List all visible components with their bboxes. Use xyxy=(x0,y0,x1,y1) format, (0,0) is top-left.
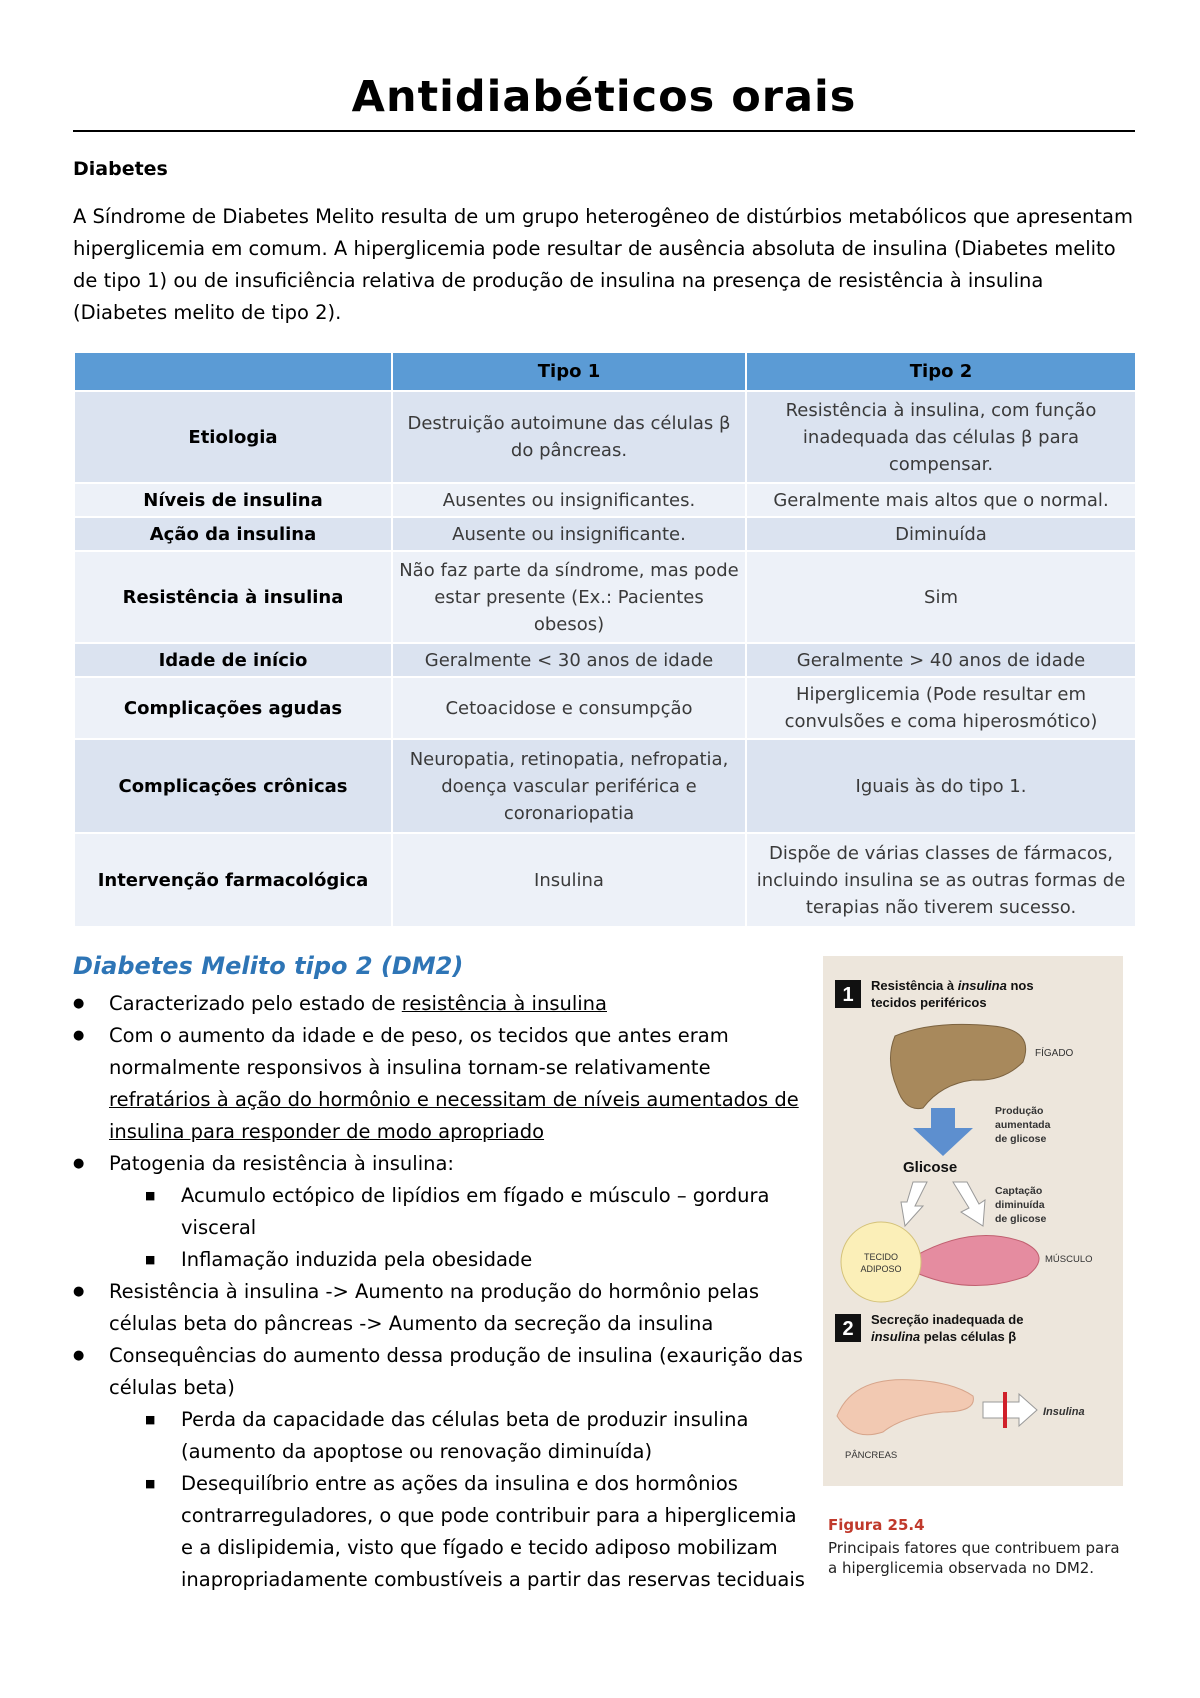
sub-list-item: ■ Perda da capacidade das células beta de produzir insulina (aumento da apoptose ou renovação diminuída) xyxy=(145,1404,813,1468)
list-item xyxy=(73,1276,813,1340)
comparison-table xyxy=(73,351,1137,928)
row-label: Níveis de insulina xyxy=(74,483,392,517)
pancreas-label: PÂNCREAS xyxy=(845,1450,898,1461)
document-title: Antidiabéticos orais xyxy=(351,72,857,122)
captacao-label-2: diminuída xyxy=(995,1199,1045,1211)
figure-25-4 xyxy=(823,956,1135,1586)
producao-label-1: Produção xyxy=(995,1105,1044,1117)
cell-tipo2: Geralmente > 40 anos de idade xyxy=(746,643,1136,677)
producao-label-3: de glicose xyxy=(995,1133,1047,1145)
step-1-title-line-2: tecidos periféricos xyxy=(871,995,987,1010)
cell-tipo1: Destruição autoimune das células β do pâncreas. xyxy=(392,391,746,483)
table-row xyxy=(74,677,1136,739)
table-header-empty xyxy=(74,352,392,391)
figure-caption-title: Figura 25.4 xyxy=(828,1516,925,1534)
table-row xyxy=(74,833,1136,927)
list-item xyxy=(73,1340,813,1596)
cell-tipo2: Iguais às do tipo 1. xyxy=(746,739,1136,833)
row-label: Intervenção farmacológica xyxy=(74,833,392,927)
sub-list-item: ■ Inflamação induzida pela obesidade xyxy=(145,1244,813,1276)
sub-list xyxy=(109,1404,813,1596)
cell-tipo2: Geralmente mais altos que o normal. xyxy=(746,483,1136,517)
cell-tipo1: Cetoacidose e consumpção xyxy=(392,677,746,739)
tecido-label-1: TECIDO xyxy=(863,1252,899,1262)
figure-caption-text: Principais fatores que contribuem para a hiperglicemia observada no DM2. xyxy=(828,1539,1120,1577)
row-label: Ação da insulina xyxy=(74,517,392,551)
table-row xyxy=(74,739,1136,833)
figado-label: FÍGADO xyxy=(1035,1048,1074,1059)
bullet-text: Caracterizado pelo estado de xyxy=(109,992,402,1015)
producao-label-2: aumentada xyxy=(995,1119,1051,1131)
row-label: Complicações agudas xyxy=(74,677,392,739)
bullet-text: Patogenia da resistência à insulina: xyxy=(109,1152,455,1175)
bullet-text: Com o aumento da idade e de peso, os tecidos que antes eram normalmente responsivos à insulina tornam-se relativamente xyxy=(109,1024,729,1079)
bullet-underlined-text: refratários à ação do hormônio e necessitam de níveis aumentados de insulina para responder de modo apropriado xyxy=(109,1088,799,1143)
table-row xyxy=(74,517,1136,551)
intro-paragraph: A Síndrome de Diabetes Melito resulta de um grupo heterogêneo de distúrbios metabólicos que apresentam hiperglicemia em comum. A hiperglicemia pode resultar de ausência absoluta de insulina (Diabetes melito de tipo 1) ou de insuficiência relativa de produção de insulina na presença de resistência à insulina (Diabetes melito de tipo 2). xyxy=(73,205,1133,324)
step-2-title-line-2: insulina pelas células β xyxy=(871,1329,1017,1344)
cell-tipo2: Resistência à insulina, com função inadequada das células β para compensar. xyxy=(746,391,1136,483)
bullet-text: Consequências do aumento dessa produção de insulina (exaurição das células beta) xyxy=(109,1344,803,1399)
cell-tipo1: Neuropatia, retinopatia, nefropatia, doença vascular periférica e coronariopatia xyxy=(392,739,746,833)
table-row xyxy=(74,551,1136,643)
captacao-label-1: Captação xyxy=(995,1185,1043,1197)
table-header-tipo2: Tipo 2 xyxy=(746,352,1136,391)
table-header-tipo1: Tipo 1 xyxy=(392,352,746,391)
row-label: Etiologia xyxy=(74,391,392,483)
insulina-label: Insulina xyxy=(1043,1406,1085,1418)
row-label: Complicações crônicas xyxy=(74,739,392,833)
step-1-title-line-1: Resistência à insulina nos xyxy=(871,978,1034,993)
cell-tipo2: Diminuída xyxy=(746,517,1136,551)
cell-tipo1: Geralmente < 30 anos de idade xyxy=(392,643,746,677)
dm2-heading: Diabetes Melito tipo 2 (DM2) xyxy=(73,952,464,980)
table-row xyxy=(74,643,1136,677)
sub-list-item: ■ Acumulo ectópico de lipídios em fígado e músculo – gordura visceral xyxy=(145,1180,813,1244)
figure-illustration xyxy=(823,956,1123,1486)
bullet-text: Resistência à insulina -> Aumento na produção do hormônio pelas células beta do pâncreas -> Aumento da secreção da insulina xyxy=(109,1280,760,1335)
cell-tipo1: Ausente ou insignificante. xyxy=(392,517,746,551)
list-item xyxy=(73,1148,813,1276)
table-row xyxy=(74,391,1136,483)
list-item xyxy=(73,1020,813,1148)
row-label: Idade de início xyxy=(74,643,392,677)
dm2-bullet-list xyxy=(73,988,813,1596)
glicose-label: Glicose xyxy=(903,1159,958,1176)
cell-tipo2: Hiperglicemia (Pode resultar em convulsões e coma hiperosmótico) xyxy=(746,677,1136,739)
table-row xyxy=(74,483,1136,517)
step-1-number: 1 xyxy=(842,984,854,1006)
insulin-block-bar xyxy=(1003,1392,1007,1428)
bullet-underlined-text: resistência à insulina xyxy=(401,992,607,1015)
step-2-title-line-1: Secreção inadequada de xyxy=(871,1312,1024,1327)
cell-tipo1: Não faz parte da síndrome, mas pode estar presente (Ex.: Pacientes obesos) xyxy=(392,551,746,643)
sub-list-item: ■ Desequilíbrio entre as ações da insulina e dos hormônios contrarreguladores, o que pode contribuir para a hiperglicemia e a dislipidemia, visto que fígado e tecido adiposo mobilizam inapropriadamente combustíveis a partir das reservas teciduais xyxy=(145,1468,813,1596)
adipose-tissue-shape xyxy=(841,1222,921,1302)
section-heading-diabetes: Diabetes xyxy=(73,158,168,180)
row-label: Resistência à insulina xyxy=(74,551,392,643)
captacao-label-3: de glicose xyxy=(995,1213,1047,1225)
list-item xyxy=(73,988,813,1020)
musculo-label: MÚSCULO xyxy=(1045,1254,1093,1265)
cell-tipo2: Dispõe de várias classes de fármacos, incluindo insulina se as outras formas de terapias não tiverem sucesso. xyxy=(746,833,1136,927)
table-header-row xyxy=(74,352,1136,391)
step-2-number: 2 xyxy=(842,1318,854,1340)
cell-tipo1: Ausentes ou insignificantes. xyxy=(392,483,746,517)
title-divider xyxy=(73,130,1135,132)
tecido-label-2: ADIPOSO xyxy=(860,1264,902,1274)
cell-tipo2: Sim xyxy=(746,551,1136,643)
sub-list xyxy=(109,1180,813,1276)
cell-tipo1: Insulina xyxy=(392,833,746,927)
